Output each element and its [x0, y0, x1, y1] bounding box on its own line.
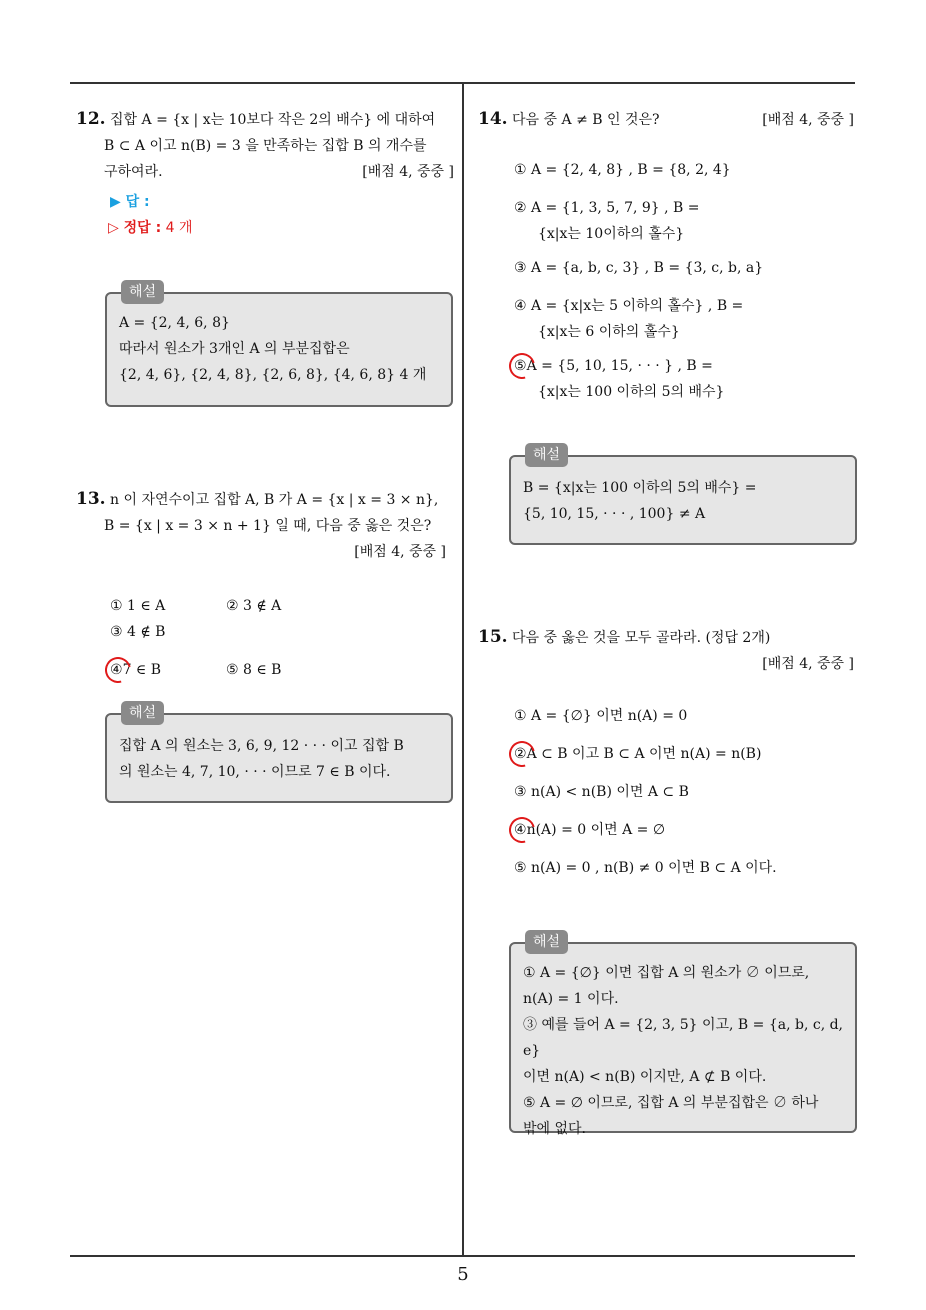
question-number: 12. — [76, 109, 106, 129]
solution-tag: 해설 — [121, 701, 164, 725]
solution-line: n(A) = 1 이다. — [523, 991, 619, 1007]
question-number: 15. — [478, 627, 508, 647]
option-2[interactable] — [478, 741, 854, 767]
solution-box-12 — [105, 284, 453, 407]
red-circle-mark — [504, 348, 540, 384]
column-divider — [462, 83, 464, 1256]
option-4[interactable] — [478, 817, 854, 843]
solution-line: ① A = {∅} 이면 집합 A 의 원소가 ∅ 이므로, — [523, 965, 810, 981]
solution-line: {2, 4, 6}, {2, 4, 8}, {2, 6, 8}, {4, 6, 8} 4 개 — [119, 367, 427, 383]
question-text: 구하여라. — [104, 164, 163, 180]
correct-answer-value: 4 개 — [165, 220, 193, 236]
score-label: [배점 4, 중중 ] — [362, 164, 454, 180]
question-number: 13. — [76, 489, 106, 509]
option-1[interactable]: ① A = {∅} 이면 n(A) = 0 — [514, 708, 688, 724]
score-label: [배점 4, 중중 ] — [762, 112, 854, 128]
option-num: ⑤ — [514, 358, 527, 374]
option-num: ④ — [514, 822, 527, 838]
option-num: ④ — [110, 662, 123, 678]
option-5[interactable]: ⑤ n(A) = 0 , n(B) ≠ 0 이면 B ⊂ A 이다. — [514, 860, 777, 876]
option-1[interactable]: ① 1 ∈ A — [110, 598, 166, 614]
solution-line: 집합 A 의 원소는 3, 6, 9, 12 · · · 이고 집합 B — [119, 738, 404, 754]
option-4-cont: {x|x는 6 이하의 홀수} — [538, 324, 680, 340]
question-14 — [478, 106, 854, 405]
option-1[interactable]: ① A = {2, 4, 8} , B = {8, 2, 4} — [514, 162, 731, 178]
question-15 — [478, 624, 854, 881]
option-3[interactable]: ③ n(A) < n(B) 이면 A ⊂ B — [514, 784, 689, 800]
option-4[interactable] — [110, 657, 226, 683]
option-text: 7 ∈ B — [122, 662, 162, 678]
question-text: B = {x | x = 3 × n + 1} 일 때, 다음 중 옳은 것은? — [104, 518, 432, 534]
page-number: 5 — [457, 1264, 469, 1285]
solution-line: ⑤ A = ∅ 이므로, 집합 A 의 부분집합은 ∅ 하나 — [523, 1095, 819, 1111]
option-4[interactable]: ④ A = {x|x는 5 이하의 홀수} , B = — [514, 298, 744, 314]
question-number: 14. — [478, 109, 508, 129]
question-text: 집합 A = {x | x는 10보다 작은 2의 배수} 에 대하여 — [110, 112, 436, 128]
option-text: n(A) = 0 이면 A = ∅ — [526, 822, 666, 838]
solution-line: B = {x|x는 100 이하의 5의 배수} = — [523, 480, 757, 496]
bottom-rule — [70, 1255, 855, 1257]
option-5-cont: {x|x는 100 이하의 5의 배수} — [538, 384, 725, 400]
question-12 — [76, 106, 454, 241]
red-circle-mark — [504, 736, 540, 772]
question-13 — [76, 486, 454, 683]
score-label: [배점 4, 중중 ] — [762, 656, 854, 672]
solution-tag: 해설 — [525, 930, 568, 954]
question-text: 다음 중 A ≠ B 인 것은? — [512, 112, 660, 128]
solution-line: ③ 예를 들어 A = {2, 3, 5} 이고, B = {a, b, c, d, e} — [523, 1017, 844, 1059]
solution-tag: 해설 — [525, 443, 568, 467]
solution-line: 밖에 없다. — [523, 1121, 586, 1137]
option-num: ② — [514, 746, 527, 762]
solution-line: 따라서 원소가 3개인 A 의 부분집합은 — [119, 341, 350, 357]
option-text: A ⊂ B 이고 B ⊂ A 이면 n(A) = n(B) — [526, 746, 762, 762]
score-label: [배점 4, 중중 ] — [354, 544, 446, 560]
solution-line: 이면 n(A) < n(B) 이지만, A ⊄ B 이다. — [523, 1069, 767, 1085]
question-text: n 이 자연수이고 집합 A, B 가 A = {x | x = 3 × n}, — [110, 492, 439, 508]
option-2[interactable]: ② 3 ∉ A — [226, 598, 282, 614]
solution-box-13 — [105, 705, 453, 803]
solution-line: A = {2, 4, 6, 8} — [119, 315, 230, 331]
solution-box-15 — [509, 934, 857, 1137]
solution-line: {5, 10, 15, · · · , 100} ≠ A — [523, 506, 706, 522]
red-circle-mark — [504, 812, 540, 848]
option-5[interactable] — [478, 353, 854, 379]
answer-input-label[interactable]: ▶ 답 : — [110, 194, 150, 210]
option-5[interactable]: ⑤ 8 ∈ B — [226, 662, 282, 678]
option-2[interactable]: ② A = {1, 3, 5, 7, 9} , B = — [514, 200, 700, 216]
option-text: A = {5, 10, 15, · · · } , B = — [526, 358, 713, 374]
option-3[interactable]: ③ A = {a, b, c, 3} , B = {3, c, b, a} — [514, 260, 764, 276]
option-3[interactable]: ③ 4 ∉ B — [110, 624, 166, 640]
correct-answer-label: ▷ 정답 : — [108, 220, 162, 236]
question-text: B ⊂ A 이고 n(B) = 3 을 만족하는 집합 B 의 개수를 — [104, 138, 427, 154]
solution-box-14 — [509, 447, 857, 545]
solution-tag: 해설 — [121, 280, 164, 304]
question-text: 다음 중 옳은 것을 모두 골라라. (정답 2개) — [512, 630, 771, 646]
option-2-cont: {x|x는 10이하의 홀수} — [538, 226, 685, 242]
solution-line: 의 원소는 4, 7, 10, · · · 이므로 7 ∈ B 이다. — [119, 764, 391, 780]
